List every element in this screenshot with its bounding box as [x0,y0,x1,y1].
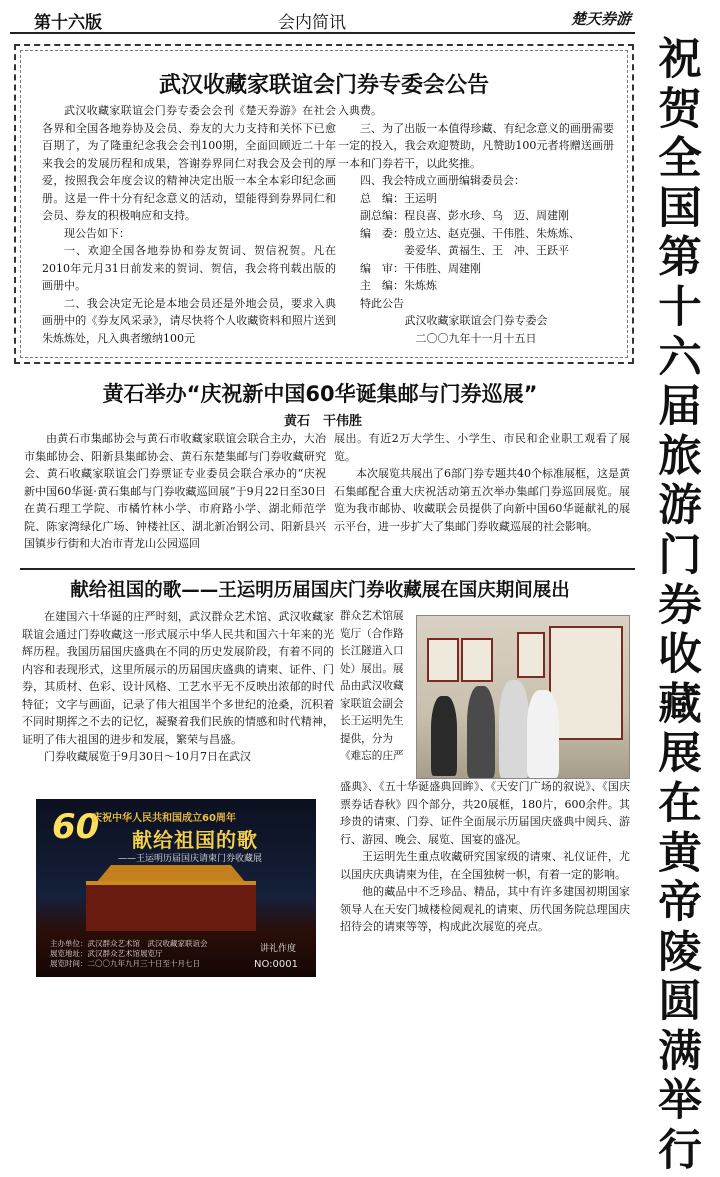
photo-frame [517,632,545,678]
article3-title: 献给祖国的歌——王运明历届国庆门券收藏展在国庆期间展出 [70,580,570,601]
vertical-headline-char: 黄 [658,828,702,879]
committee-line: 特此公告 [360,296,404,310]
committee-line: 主 编：朱炼炼 [360,279,437,292]
poster-subtitle: ——王运明历届国庆请柬门券收藏展 [118,854,263,864]
article3-right-column [340,778,630,936]
article2-byline: 黄石 干伟胜 [284,414,363,429]
notice-right-column [338,102,614,347]
article3-paragraph: 群众艺术馆展览厅（合作路长江隧道入口处）展出。展品由武汉收藏家联谊会副会长王运明先生提供，分为《难忘的庄严 [340,610,404,762]
committee-line: 姜爱华、黄福生、王 冲、王跃平 [360,244,569,257]
poster-maker: 讲礼作度 [259,944,296,954]
vertical-headline-char: 帝 [658,878,702,929]
page-header [10,6,635,34]
vertical-headline-char: 十 [658,282,702,333]
article2-paragraph: 由黄石市集邮协会与黄石市收藏家联谊会联合主办，大冶市集邮协会、阳新县集邮协会、黄石东楚集邮与门券收藏研究会、黄石收藏家联谊会门券票证专业委员会联合承办的“庆祝新中国60华诞·黄石集邮与门券收藏巡回展”于9月22日至30日在黄石理工学院、市橘竹林小学、市府路小学、湖北师范学院、陈家湾绿化广场、钟楼社区、湖北新冶钢公司、阳新县兴国镇步行街和大冶市青龙山公园巡回 [24,432,326,550]
article2-title: 黄石举办“庆祝新中国60华诞集邮与门券巡展” [102,382,538,406]
committee-line: 编 审：干伟胜、周建刚 [360,261,481,275]
vertical-headline-char: 举 [658,1076,702,1127]
poster-info-line: 展览地址：武汉群众艺术馆展览厅 [50,949,163,958]
vertical-headline-char: 祝 [658,35,702,85]
article2-paragraph: 展出。有近2万大学生、小学生、市民和企业职工观看了展览。 [334,432,630,463]
vertical-headline-char: 第 [658,233,702,284]
photo-frame [461,638,493,682]
vertical-headline-char: 旅 [658,431,702,482]
poster-number: NO:0001 [254,959,298,970]
photo-person [467,686,495,778]
vertical-headline-char: 国 [658,183,702,234]
notice-paragraph: 二、我会决定无论是本地会员还是外地会员，要求入典画册中的《券友风采录》，请尽快将个人收藏资料和照片送到朱炼炼处，凡入典者缴纳100元 [42,296,336,345]
notice-left-column [42,102,336,347]
photo-frame [427,638,459,682]
poster-title: 献给祖国的歌 [132,828,258,852]
poster-60-emblem: 60 [52,807,100,847]
vertical-headline-char: 券 [658,580,702,631]
article3-paragraph: 在建国六十华诞的庄严时刻，武汉群众艺术馆、武汉收藏家联谊会通过门券收藏这一形式展示中华人民共和国六十年来的光辉历程。我国历届国庆盛典在不同的历史发展阶段，有着不同的内容和表现形式，这里所展示的历届国庆盛典的请柬、证件、门券，其质材、色彩、设计风格、工艺水平无不反映出浓郁的时代特征；文字与画面，记录了伟大祖国半个多世纪的沧桑，沉积着不同时期挥之不去的记忆，凝聚着我们民族的情感和时代精神，证明了伟大祖国的进步和发展，繁荣与昌盛。 [22,610,334,746]
photo-person [431,696,457,776]
photo-frame [549,626,623,740]
article2-right-column [334,430,630,535]
vertical-headline-char: 收 [658,630,702,681]
vertical-headline-char: 陵 [658,927,702,978]
committee-line: 总 编：王运明 [360,191,437,205]
photo-person [527,690,559,778]
section-divider [20,568,635,570]
notice-paragraph: 现公告如下： [64,226,130,240]
vertical-headline-char: 届 [658,382,702,433]
notice-title: 武汉收藏家联谊会门券专委会公告 [158,73,489,98]
vertical-headline-char: 游 [658,481,702,532]
vertical-headline-char: 圆 [658,977,702,1028]
tiananmen-gate [86,881,256,931]
committee-line: 编 委：殷立达、赵克强、干伟胜、朱炼炼、 [360,226,580,240]
article3-paragraph: 他的藏品中不乏珍品、精品，其中有许多建国初期国家领导人在天安门城楼检阅观礼的请柬、历代国务院总理国庆招待会的请柬等等，构成此次展览的亮点。 [340,885,630,933]
masthead-logo: 楚天券游 [570,10,631,28]
notice-box [14,44,634,364]
vertical-headline-char: 展 [658,729,702,780]
poster-info-line: 主办单位：武汉群众艺术馆 武汉收藏家联谊会 [50,939,208,948]
vertical-headline-char: 藏 [658,679,702,730]
committee-line: 副总编：程良喜、彭水珍、乌 迈、周建刚 [360,209,569,222]
notice-paragraph: 四、我会特成立画册编辑委员会： [360,174,525,187]
article3-narrow-column [340,608,412,766]
vertical-headline-char: 六 [658,332,702,383]
vertical-headline-char: 在 [658,778,702,829]
poster-info-line: 展览时间：二〇〇九年九月三十日至十月七日 [50,959,200,968]
notice-signature-org: 武汉收藏家联谊会门券专委会 [404,314,548,327]
poster-line1: 庆祝中华人民共和国成立60周年 [92,813,236,824]
article3-paragraph: 门券收藏展览于9月30日～10月7日在武汉 [44,750,251,763]
exhibition-photo [416,615,630,779]
article3-paragraph: 盛典》、《五十华诞盛典回眸》、《天安门广场的叙说》、《国庆票券话春秋》四个部分，共20展框，180片，600余件。其珍贵的请柬、门券、证件全面展示历届国庆盛典中阅兵、游行、游园、晚会、展览、国宴的盛况。 [340,780,630,846]
notice-paragraph: 武汉收藏家联谊会门券专委会会刊《楚天券游》在社会各界和全国各地券协及会员、券友的大力支持和关怀下已愈百期了，为了隆重纪念我会会刊100期，全面回顾近二十年来我会的发展历程和成果，答谢券界同仁对我会及会刊的厚爱，按照我会年度会议的精神决定出版一本全本彩印纪念画册。这是一件十分有纪念意义的活动，望能得到券界同仁和会员、券友的积极响应和支持。 [42,104,336,222]
vertical-headline [648,36,712,1177]
paper-name: 会内简讯 [278,13,346,33]
exhibition-poster [36,799,316,977]
article2-left-column [24,430,326,553]
article3-left-column [22,608,334,766]
vertical-headline-char: 门 [658,530,702,581]
vertical-headline-char: 贺 [658,84,702,135]
page-number-label: 第十六版 [34,13,102,33]
photo-person [499,680,529,778]
vertical-headline-char: 行 [658,1126,702,1177]
notice-paragraph: 三、为了出版一本值得珍藏、有纪念意义的画册需要一定的投入，我会欢迎赞助，凡赞助100元者将赠送画册一本和门券若干，以此奖推。 [338,121,614,170]
article3-paragraph: 王运明先生重点收藏研究国家级的请柬、礼仪证件，尤以国庆庆典请柬为佳，在全国独树一帜，有着一定的影响。 [340,850,630,881]
notice-paragraph: 入典费。 [338,104,382,117]
vertical-headline-char: 全 [658,134,702,185]
vertical-headline-char: 满 [658,1026,702,1077]
poster-info [50,939,208,969]
notice-paragraph: 一、欢迎全国各地券协和券友贺词、贺信祝贺。凡在2010年元月31日前发来的贺词、贺信，我会将刊载出版的画册中。 [42,244,336,292]
article2-paragraph: 本次展览共展出了6部门券专题共40个标准展框，这是黄石集邮配合重大庆祝活动第五次举办集邮门券巡回展览。展览为我市邮协、收藏联会员提供了向新中国60华诞献礼的展示平台，进一步扩大了集邮门券收藏巡展的社会影响。 [334,467,630,533]
notice-signature-date: 二〇〇九年十一月十五日 [415,331,537,345]
